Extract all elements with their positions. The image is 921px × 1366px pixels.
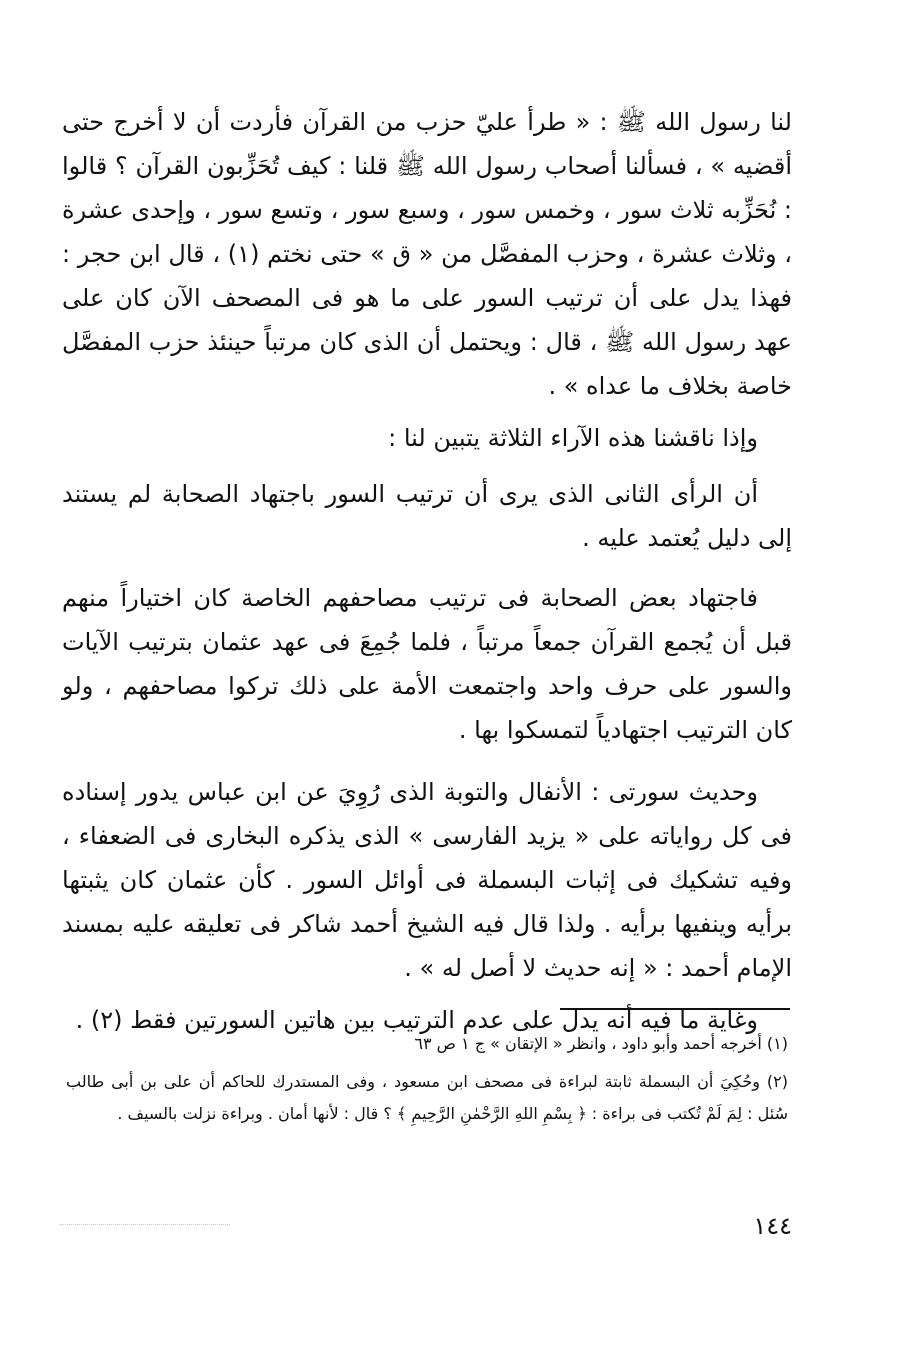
footnote-1: (١) أخرجه أحمد وأبو داود ، وانظر « الإتقان » ج ١ ص ٦٣	[414, 1034, 788, 1053]
paragraph-conclusion: وغاية ما فيه أنه يدل على عدم الترتيب بين هاتين السورتين فقط (٢) .	[75, 1006, 758, 1034]
paragraph-hadith-quote: لنا رسول الله ﷺ : « طرأ عليّ حزب من القرآن فأردت أن لا أخرج حتى أقضيه » ، فسألنا أصحاب رسول الله ﷺ قلنا : كيف تُحَزِّبون القرآن ؟ قالوا : نُحَزِّبه ثلاث سور ، وخمس سور ، وسبع سور ، وتسع سور ، وإحدى عشرة ، وثلاث عشرة ، وحزب المفصَّل من « ق » حتى نختم (١) ، قال ابن حجر : فهذا يدل على أن ترتيب السور على ما هو فى المصحف الآن كان على عهد رسول الله ﷺ ، قال : ويحتمل أن الذى كان مرتباً حينئذ حزب المفصَّل خاصة بخلاف ما عداه » .	[62, 108, 793, 400]
footnote-2: (٢) وحُكِيَ أن البسملة ثابتة لبراءة فى مصحف ابن مسعود ، وفى المستدرك للحاكم أن على بن أبى طالب سُئل : لِمَ لَمْ تُكتب فى براءة : ﴿ بِسْمِ اللهِ الرَّحْمٰنِ الرَّحِيمِ ﴾ ؟ قال : لأنها أمان . وبراءة نزلت بالسيف .	[66, 1072, 788, 1123]
paragraph-anfal-tawba-hadith: وحديث سورتى : الأنفال والتوبة الذى رُوِيَ عن ابن عباس يدور إسناده فى كل رواياته على « يزيد الفارسى » الذى يذكره البخارى فى الضعفاء ، وفيه تشكيك فى إثبات البسملة فى أوائل السور . كأن عثمان كان يثبتها برأيه وينفيها برأيه . ولذا قال فيه الشيخ أحمد شاكر فى تعليقه عليه بمسند الإمام أحمد : « إنه حديث لا أصل له » .	[62, 778, 792, 982]
footnote-separator	[560, 1008, 790, 1010]
paragraph-discussion-intro: وإذا ناقشنا هذه الآراء الثلاثة يتبين لنا :	[388, 424, 758, 452]
footnotes	[66, 1028, 788, 1130]
paragraph-companions-ijtihad: فاجتهاد بعض الصحابة فى ترتيب مصاحفهم الخاصة كان اختياراً منهم قبل أن يُجمع القرآن جمعاً مرتباً ، فلما جُمِعَ فى عهد عثمان بترتيب الآيات والسور على حرف واحد واجتمعت الأمة على ذلك تركوا مصاحفهم ، ولو كان الترتيب اجتهادياً لتمسكوا بها .	[62, 584, 792, 744]
paragraph-second-opinion: أن الرأى الثانى الذى يرى أن ترتيب السور باجتهاد الصحابة لم يستند إلى دليل يُعتمد عليه .	[62, 480, 792, 552]
main-text	[62, 100, 792, 1042]
scan-artifact	[60, 1224, 230, 1227]
page-number: ١٤٤	[753, 1212, 792, 1240]
